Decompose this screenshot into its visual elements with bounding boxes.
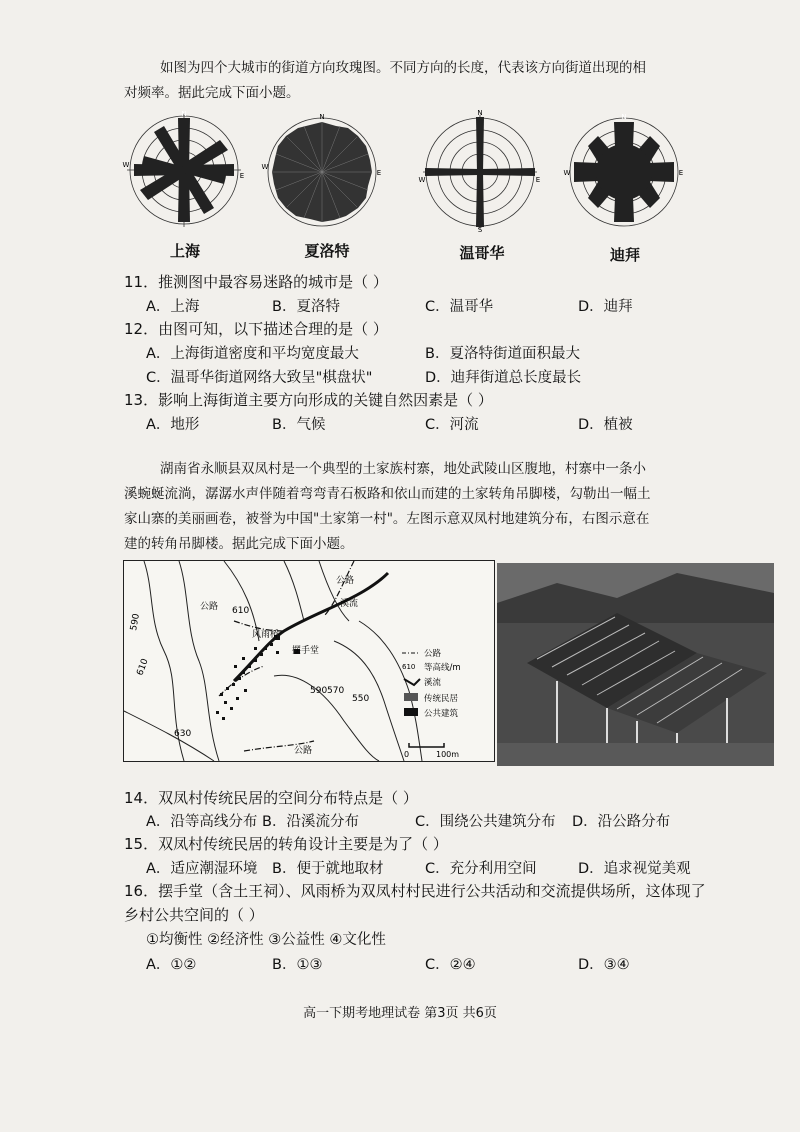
contour-label-610-left: 610: [135, 657, 151, 678]
city-label-shanghai: 上海: [169, 242, 200, 260]
village-contour-map: [123, 560, 495, 762]
map-road-label-2: 公路: [336, 576, 355, 586]
map-road-label-1: 公路: [200, 602, 219, 612]
q13-option-c: C．河流: [425, 417, 479, 433]
page-footer: 高一下期考地理试卷 第3页 共6页: [303, 1006, 497, 1021]
compass-e: E: [376, 169, 382, 177]
legend-house-symbol: [404, 693, 418, 701]
map-road-label-3: 公路: [294, 746, 313, 756]
q14-option-a: A．沿等高线分布: [146, 814, 258, 830]
compass-n: N: [621, 113, 627, 121]
q12-stem: 12．由图可知，以下描述合理的是（ ）: [124, 320, 388, 338]
intro2-line1: 湖南省永顺县双凤村是一个典型的土家族村寨，地处武陵山区腹地，村寨中一条小: [160, 461, 646, 477]
compass-n: N: [477, 109, 483, 117]
q14-stem: 14．双凤村传统民居的空间分布特点是（ ）: [124, 789, 418, 807]
rose-dubai: [564, 112, 684, 232]
q13-option-d: D．植被: [578, 417, 633, 433]
q16-option-b: B．①③: [272, 957, 323, 973]
scale-bar: [409, 743, 444, 747]
q12-option-a: A．上海街道密度和平均宽度最大: [146, 346, 359, 362]
legend-house-label: 传统民居: [424, 694, 459, 704]
q12-option-d: D．迪拜街道总长度最长: [425, 370, 582, 386]
contour-label-630: 630: [174, 729, 192, 739]
scale-distance: 100m: [436, 750, 460, 759]
intro2-line3: 家山寨的美丽画卷，被誉为中国"土家第一村"。左图示意双凤村地建筑分布，右图示意在: [124, 511, 650, 527]
q15-stem: 15．双凤村传统民居的转角设计主要是为了（ ）: [124, 835, 448, 853]
q16-stem-line1: 16．摆手堂（含土王祠）、风雨桥为双凤村村民进行公共活动和交流提供场所，这体现了: [124, 882, 706, 900]
map-bridge-label: 风雨桥: [252, 630, 280, 640]
scale-zero: 0: [404, 750, 410, 759]
city-label-vancouver: 温哥华: [459, 244, 505, 262]
map-stream-label: 溪流: [340, 599, 359, 609]
legend-contour-number: 610: [402, 663, 416, 671]
q15-option-a: A．适应潮湿环境: [146, 861, 258, 877]
q11-option-b: B．夏洛特: [272, 299, 340, 315]
q11-stem: 11．推测图中最容易迷路的城市是（ ）: [124, 273, 388, 291]
q14-option-b: B．沿溪流分布: [262, 814, 359, 830]
map-hall-label: 摆手堂: [292, 646, 320, 656]
q11-option-d: D．迪拜: [578, 299, 633, 315]
compass-w: W: [122, 161, 130, 169]
compass-w: W: [563, 169, 571, 177]
q12-option-c: C．温哥华街道网络大致呈"棋盘状": [146, 370, 373, 386]
q13-option-b: B．气候: [272, 417, 326, 433]
compass-n: N: [181, 110, 187, 118]
q12-option-b: B．夏洛特街道面积最大: [425, 346, 580, 362]
stilt-house-photo: [497, 563, 774, 766]
compass-w: W: [418, 176, 426, 184]
q13-stem: 13．影响上海街道主要方向形成的关键自然因素是（ ）: [124, 391, 493, 409]
q16-option-d: D．③④: [578, 957, 630, 973]
q13-option-a: A．地形: [146, 417, 200, 433]
q14-option-c: C．围绕公共建筑分布: [415, 814, 556, 830]
contour-label-550: 550: [352, 694, 370, 704]
q16-stem-line2: 乡村公共空间的（ ）: [124, 906, 264, 924]
q16-option-a: A．①②: [146, 957, 197, 973]
compass-n: N: [319, 113, 325, 121]
legend-contour-label: 等高线/m: [424, 663, 461, 673]
compass-w: W: [261, 163, 269, 171]
intro2-line2: 溪蜿蜒流淌，潺潺水声伴随着弯弯青石板路和依山而建的土家转角吊脚楼，勾勒出一幅土: [124, 486, 651, 502]
q11-option-c: C．温哥华: [425, 299, 494, 315]
rose-charlotte: [262, 112, 382, 232]
q16-option-c: C．②④: [425, 957, 476, 973]
intro1-line1: 如图为四个大城市的街道方向玫瑰图。不同方向的长度，代表该方向街道出现的相: [160, 60, 646, 76]
q15-option-d: D．追求视觉美观: [578, 861, 691, 877]
rose-vancouver: [418, 109, 541, 234]
intro2-line4: 建的转角吊脚楼。据此完成下面小题。: [124, 536, 354, 552]
contour-label-570: 570: [327, 686, 345, 696]
q11-option-a: A．上海: [146, 299, 200, 315]
q15-option-b: B．便于就地取材: [272, 861, 384, 877]
compass-e: E: [535, 176, 541, 184]
city-label-dubai: 迪拜: [609, 246, 640, 264]
q14-option-d: D．沿公路分布: [572, 814, 671, 830]
legend-stream-label: 溪流: [424, 678, 442, 688]
q16-items: ①均衡性 ②经济性 ③公益性 ④文化性: [146, 932, 386, 948]
compass-s: S: [477, 226, 483, 234]
contour-label-610-top: 610: [232, 606, 250, 616]
intro1-line2: 对频率。据此完成下面小题。: [124, 85, 300, 101]
contour-label-590-right: 590: [310, 686, 328, 696]
legend-public-label: 公共建筑: [424, 709, 459, 719]
contour-label-590-left: 590: [129, 612, 142, 632]
rose-shanghai: [124, 110, 244, 230]
legend-road-label: 公路: [424, 649, 442, 659]
q15-option-c: C．充分利用空间: [425, 861, 537, 877]
city-label-charlotte: 夏洛特: [304, 242, 350, 260]
legend-public-symbol: [404, 708, 418, 716]
compass-e: E: [678, 169, 684, 177]
compass-e: E: [239, 172, 245, 180]
